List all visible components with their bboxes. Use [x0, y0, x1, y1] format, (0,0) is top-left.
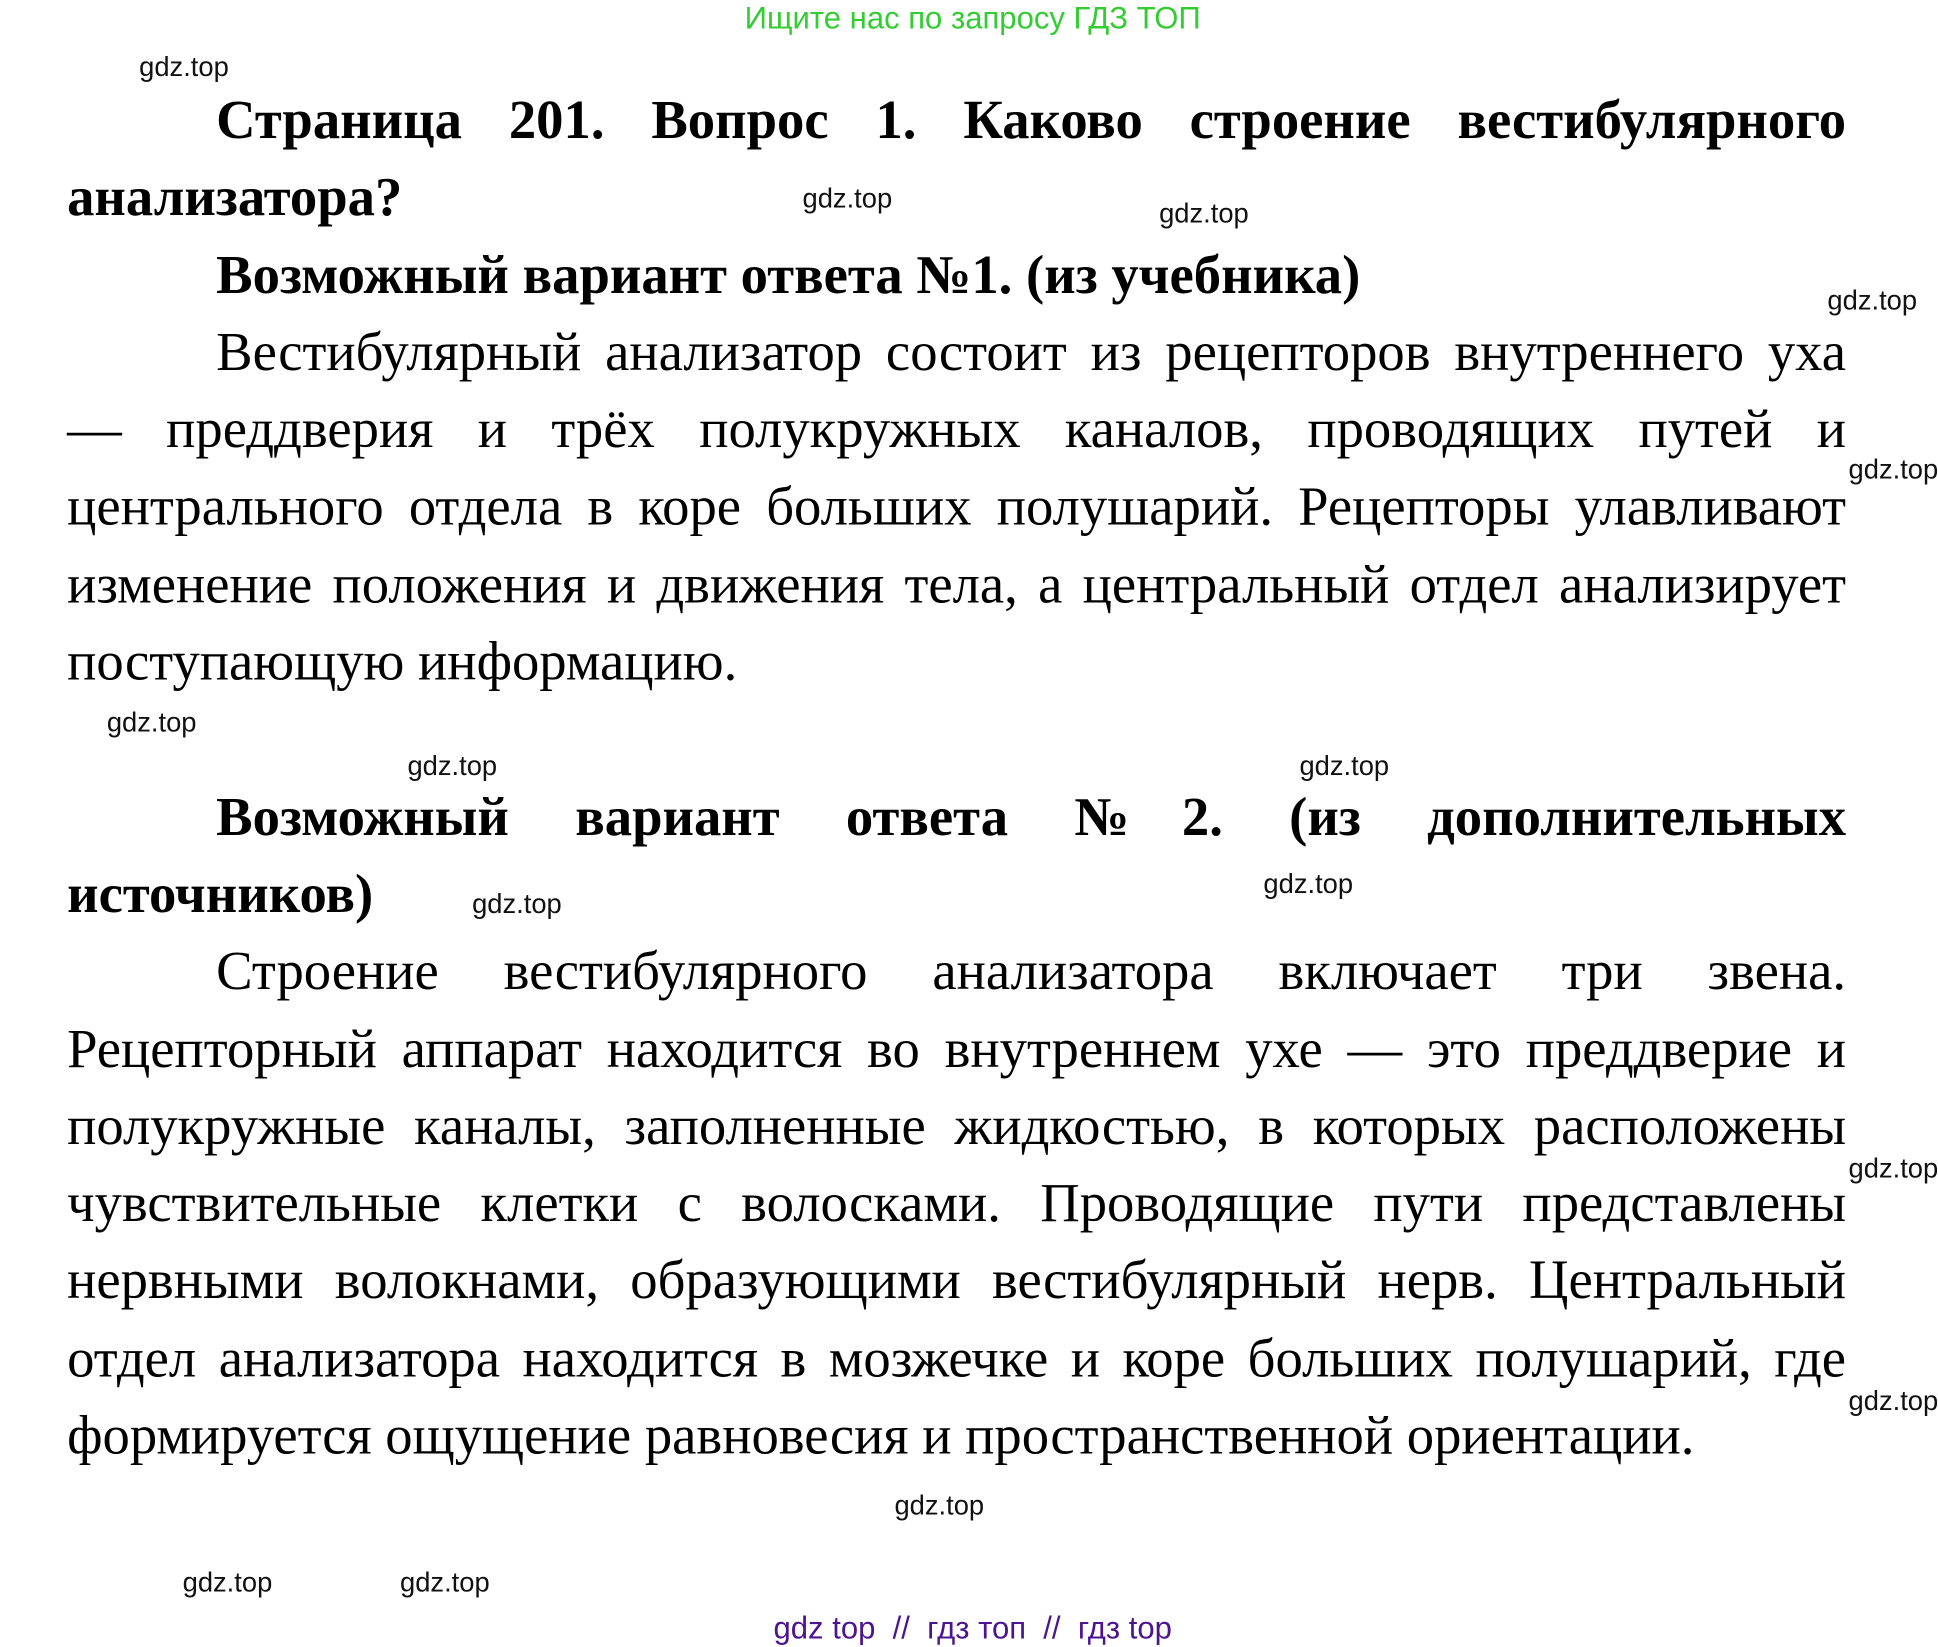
- footer-links: gdz top // гдз топ // гдз top: [773, 1611, 1172, 1647]
- answer-1-text: Вестибулярный анализатор состоит из рецепторов внутреннего уха — преддверия и трёх полукружных каналов, проводящих путей и центрального отдела в коре больших полушарий. Рецепторы улавливают изменение положения и движения тела, а центральный отдел анализирует поступающую информацию.: [67, 321, 1847, 693]
- question-heading: Страница 201. Вопрос 1. Каково строение вестибулярного анализатора?: [67, 89, 1847, 228]
- answer-2-title: Возможный вариант ответа №2. (из дополнительных источников): [67, 785, 1847, 925]
- watermark: gdz.top: [1827, 284, 1918, 316]
- watermark: gdz.top: [139, 50, 229, 82]
- top-banner: Ищите нас по запросу ГДЗ ТОП: [744, 1, 1201, 37]
- watermark: gdz.top: [1263, 868, 1354, 900]
- watermark: gdz.top: [894, 1489, 985, 1521]
- answer-1-title: Возможный вариант ответа №1. (из учебника): [216, 244, 1361, 306]
- watermark: gdz.top: [106, 706, 197, 738]
- watermark: gdz.top: [182, 1566, 273, 1598]
- watermark: gdz.top: [407, 750, 498, 782]
- spacer: [67, 701, 1846, 778]
- watermark: gdz.top: [1299, 750, 1390, 782]
- answer-2-text: Строение вестибулярного анализатора включает три звена. Рецепторный аппарат находится во внутреннем ухе — это преддверие и полукружные каналы, заполненные жидкостью, в которых расположены чувствительные клетки с волосками. Проводящие пути представлены нервными волокнами, образующими вестибулярный нерв. Центральный отдел анализатора находится в мозжечке и коре больших полушарий, где формируется ощущение равновесия и пространственной ориентации.: [67, 940, 1847, 1466]
- watermark: gdz.top: [400, 1566, 490, 1598]
- watermark: gdz.top: [1848, 1152, 1938, 1184]
- watermark: gdz.top: [472, 888, 562, 920]
- watermark: gdz.top: [802, 182, 893, 214]
- answer-content: [67, 82, 1846, 1475]
- watermark: gdz.top: [1159, 197, 1249, 229]
- watermark: gdz.top: [1848, 1385, 1938, 1417]
- watermark: gdz.top: [1848, 453, 1938, 485]
